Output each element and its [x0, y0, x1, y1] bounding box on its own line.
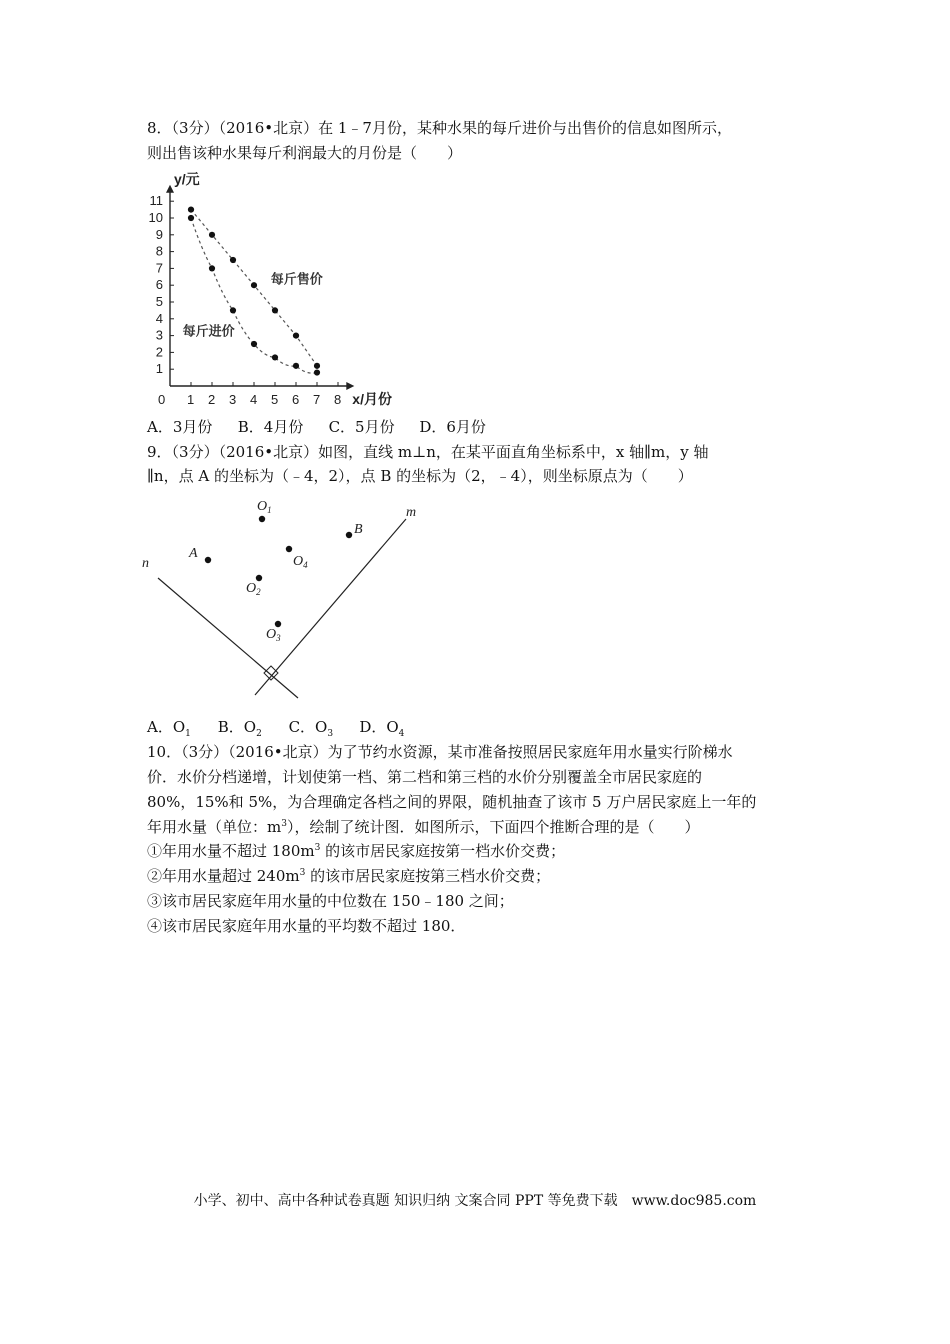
- x-tick-label: 4: [250, 392, 258, 407]
- q9-figure: [138, 495, 438, 705]
- data-point: [188, 215, 194, 221]
- q10-statement-1: ①年用水量不超过 $180m^3$ 的该市居民家庭按第一档水价交费；: [147, 842, 566, 860]
- data-point: [209, 265, 215, 271]
- line-m: [255, 519, 406, 695]
- x-tick-label: 3: [229, 392, 237, 407]
- q9-option-b: B．$O_2$: [217, 718, 262, 739]
- q9-option-a: A．$O_1$: [147, 718, 191, 739]
- label-o2: $O_2$: [246, 581, 261, 597]
- q9-options: [147, 717, 404, 737]
- q8-chart: [140, 168, 400, 413]
- x-axis-arrow: [346, 382, 354, 390]
- q8-option-b: B．4月份: [237, 418, 304, 436]
- x-axis-label: x/月份: [352, 391, 392, 407]
- data-point: [272, 307, 278, 313]
- point-a: [205, 557, 211, 563]
- label-o1: $O_1$: [257, 499, 272, 515]
- q10-statement-4: ④该市居民家庭年用水量的平均数不超过 180．: [147, 917, 466, 935]
- q10-line-2: 价．水价分档递增，计划使第一档、第二档和第三档的水价分别覆盖全市居民家庭的: [147, 768, 703, 786]
- series-line: [191, 218, 317, 373]
- y-axis-arrow: [166, 185, 174, 193]
- label-a: A: [189, 546, 198, 561]
- data-point: [251, 282, 257, 288]
- point-o1: [259, 516, 265, 522]
- data-point: [272, 354, 278, 360]
- q10-line-3: 80%，15%和 5%，为合理确定各档之间的界限，随机抽查了该市 5 万户居民家庭上一年的: [147, 793, 757, 811]
- data-point: [314, 363, 320, 369]
- x-tick-label: 6: [292, 392, 300, 407]
- q10-statement-2: ②年用水量超过 $240m^3$ 的该市居民家庭按第三档水价交费；: [147, 867, 551, 885]
- data-point: [209, 232, 215, 238]
- y-tick-label: 1: [155, 361, 163, 377]
- q10-line-1: 10．（3分）（2016•北京）为了节约水资源，某市准备按照居民家庭年用水量实行阶梯水: [147, 743, 733, 761]
- point-b: [346, 532, 352, 538]
- q8-option-c: C．5月份: [328, 418, 395, 436]
- label-b: B: [354, 522, 363, 537]
- y-tick-label: 10: [148, 210, 163, 225]
- y-tick-label: 3: [155, 327, 163, 343]
- data-point: [251, 341, 257, 347]
- label-o3: $O_3$: [266, 627, 281, 643]
- point-o4: [286, 546, 292, 552]
- q10-line-4: 年用水量（单位：$m^3$），绘制了统计图．如图所示，下面四个推断合理的是（ ）: [147, 818, 700, 836]
- x-tick-label: 8: [334, 392, 342, 407]
- y-tick-label: 2: [155, 344, 163, 360]
- data-point: [188, 207, 194, 213]
- y-tick-label: 8: [155, 243, 163, 259]
- q10-statement-3: ③该市居民家庭年用水量的中位数在 150﹣180 之间；: [147, 892, 514, 910]
- page-footer: 小学、初中、高中各种试卷真题 知识归纳 文案合同 PPT 等免费下载 www.doc985.com: [193, 1193, 757, 1209]
- x-tick-label: 0: [158, 392, 166, 407]
- right-angle-mark: [264, 666, 278, 680]
- q8-line-2: 则出售该种水果每斤利润最大的月份是（ ）: [147, 144, 463, 162]
- label-o4: $O_4$: [293, 554, 308, 570]
- q8-options: [147, 417, 486, 437]
- q9-option-d: D．$O_4$: [359, 718, 405, 739]
- x-tick-label: 7: [313, 392, 321, 407]
- data-point: [293, 333, 299, 339]
- q9-option-c: C．$O_3$: [288, 718, 334, 739]
- y-tick-label: 11: [149, 193, 163, 209]
- data-point: [314, 369, 320, 375]
- data-point: [230, 307, 236, 313]
- x-tick-label: 2: [208, 392, 216, 407]
- series-label: 每斤进价: [182, 323, 235, 339]
- data-point: [293, 363, 299, 369]
- q8-option-a: A．3月份: [147, 418, 213, 436]
- q8-line-1: 8．（3分）（2016•北京）在 1﹣7月份，某种水果的每斤进价与出售价的信息如图所示，: [147, 119, 732, 137]
- y-tick-label: 4: [155, 310, 163, 326]
- label-m: m: [406, 505, 417, 520]
- y-tick-label: 6: [155, 277, 163, 293]
- x-tick-label: 5: [271, 392, 279, 407]
- q8-option-d: D．6月份: [419, 418, 486, 436]
- point-o2: [256, 575, 262, 581]
- data-point: [230, 257, 236, 263]
- label-n: n: [142, 556, 149, 571]
- x-tick-label: 1: [187, 392, 195, 407]
- q9-line-1: 9．（3分）（2016•北京）如图，直线 m⊥n，在某平面直角坐标系中，x 轴∥m，y 轴: [147, 443, 709, 461]
- q9-line-2: ∥n，点 A 的坐标为（﹣4，2），点 B 的坐标为（2，﹣4），则坐标原点为（ ）: [147, 467, 693, 485]
- series-label: 每斤售价: [270, 271, 323, 287]
- y-tick-label: 7: [155, 260, 163, 276]
- y-tick-label: 5: [155, 294, 163, 309]
- y-tick-label: 9: [155, 226, 163, 242]
- y-axis-label: y/元: [174, 171, 200, 187]
- point-o3: [275, 621, 281, 627]
